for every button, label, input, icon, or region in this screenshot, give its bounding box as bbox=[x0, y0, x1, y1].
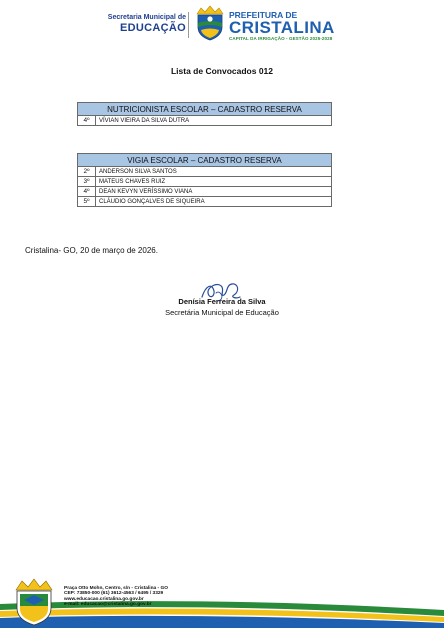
city-crest-icon bbox=[194, 5, 226, 41]
classification-cell: 3º bbox=[78, 177, 96, 187]
table-heading: VIGIA ESCOLAR – CADASTRO RESERVA bbox=[78, 154, 332, 167]
secretaria-label: Secretaria Municipal de bbox=[107, 14, 186, 21]
signatory-role: Secretária Municipal de Educação bbox=[165, 308, 279, 317]
candidate-name-cell: ANDERSON SILVA SANTOS bbox=[96, 167, 332, 177]
gestao-tagline: CAPITAL DA IRRIGAÇÃO - GESTÃO 2025-2028 bbox=[229, 36, 333, 41]
candidate-name-cell: DEAN KEVYN VERÍSSIMO VIANA bbox=[96, 187, 332, 197]
educacao-label: EDUCAÇÃO bbox=[120, 22, 186, 34]
prefeitura-logo-text bbox=[229, 11, 335, 42]
table-row bbox=[78, 177, 332, 187]
place-date-line: Cristalina- GO, 20 de março de 2026. bbox=[25, 246, 158, 255]
classification-cell: 5º bbox=[78, 197, 96, 207]
convocados-table-vigia bbox=[77, 153, 332, 207]
footer-phone: CEP: 73850-000 (61) 3612-4563 / 6495 / 3329 bbox=[64, 591, 164, 597]
footer-contact bbox=[64, 586, 168, 607]
table-row bbox=[78, 187, 332, 197]
prefeitura-label: PREFEITURA DE bbox=[229, 10, 298, 20]
convocados-table-nutricionista bbox=[77, 102, 332, 126]
table-row bbox=[78, 116, 332, 126]
table-heading: NUTRICIONISTA ESCOLAR – CADASTRO RESERVA bbox=[78, 103, 332, 116]
classification-cell: 4º bbox=[78, 187, 96, 197]
footer-email-link[interactable]: e-mail: educacao@cristalina.go.gov.br bbox=[64, 601, 152, 607]
secretaria-logo-text bbox=[100, 13, 186, 34]
footer-website-link[interactable]: www.educacao.cristalina.go.gov.br bbox=[64, 596, 144, 602]
table-row bbox=[78, 197, 332, 207]
classification-cell: 2º bbox=[78, 167, 96, 177]
candidate-name-cell: MATEUS CHAVES RUIZ bbox=[96, 177, 332, 187]
cristalina-label: CRISTALINA bbox=[229, 18, 335, 37]
classification-cell: 4º bbox=[78, 116, 96, 126]
footer-address: Praça Otto Mohn, Centro, s/n - Cristalina - GO bbox=[64, 586, 168, 591]
table-row bbox=[78, 167, 332, 177]
candidate-name-cell: VÍVIAN VIEIRA DA SILVA DUTRA bbox=[96, 116, 332, 126]
signatory-name: Denísia Ferreira da Silva bbox=[178, 297, 266, 306]
footer-crest-icon bbox=[12, 578, 56, 626]
candidate-name-cell: CLÁUDIO GONÇALVES DE SIQUEIRA bbox=[96, 197, 332, 207]
document-title: Lista de Convocados 012 bbox=[170, 66, 274, 76]
header-divider bbox=[188, 12, 189, 38]
